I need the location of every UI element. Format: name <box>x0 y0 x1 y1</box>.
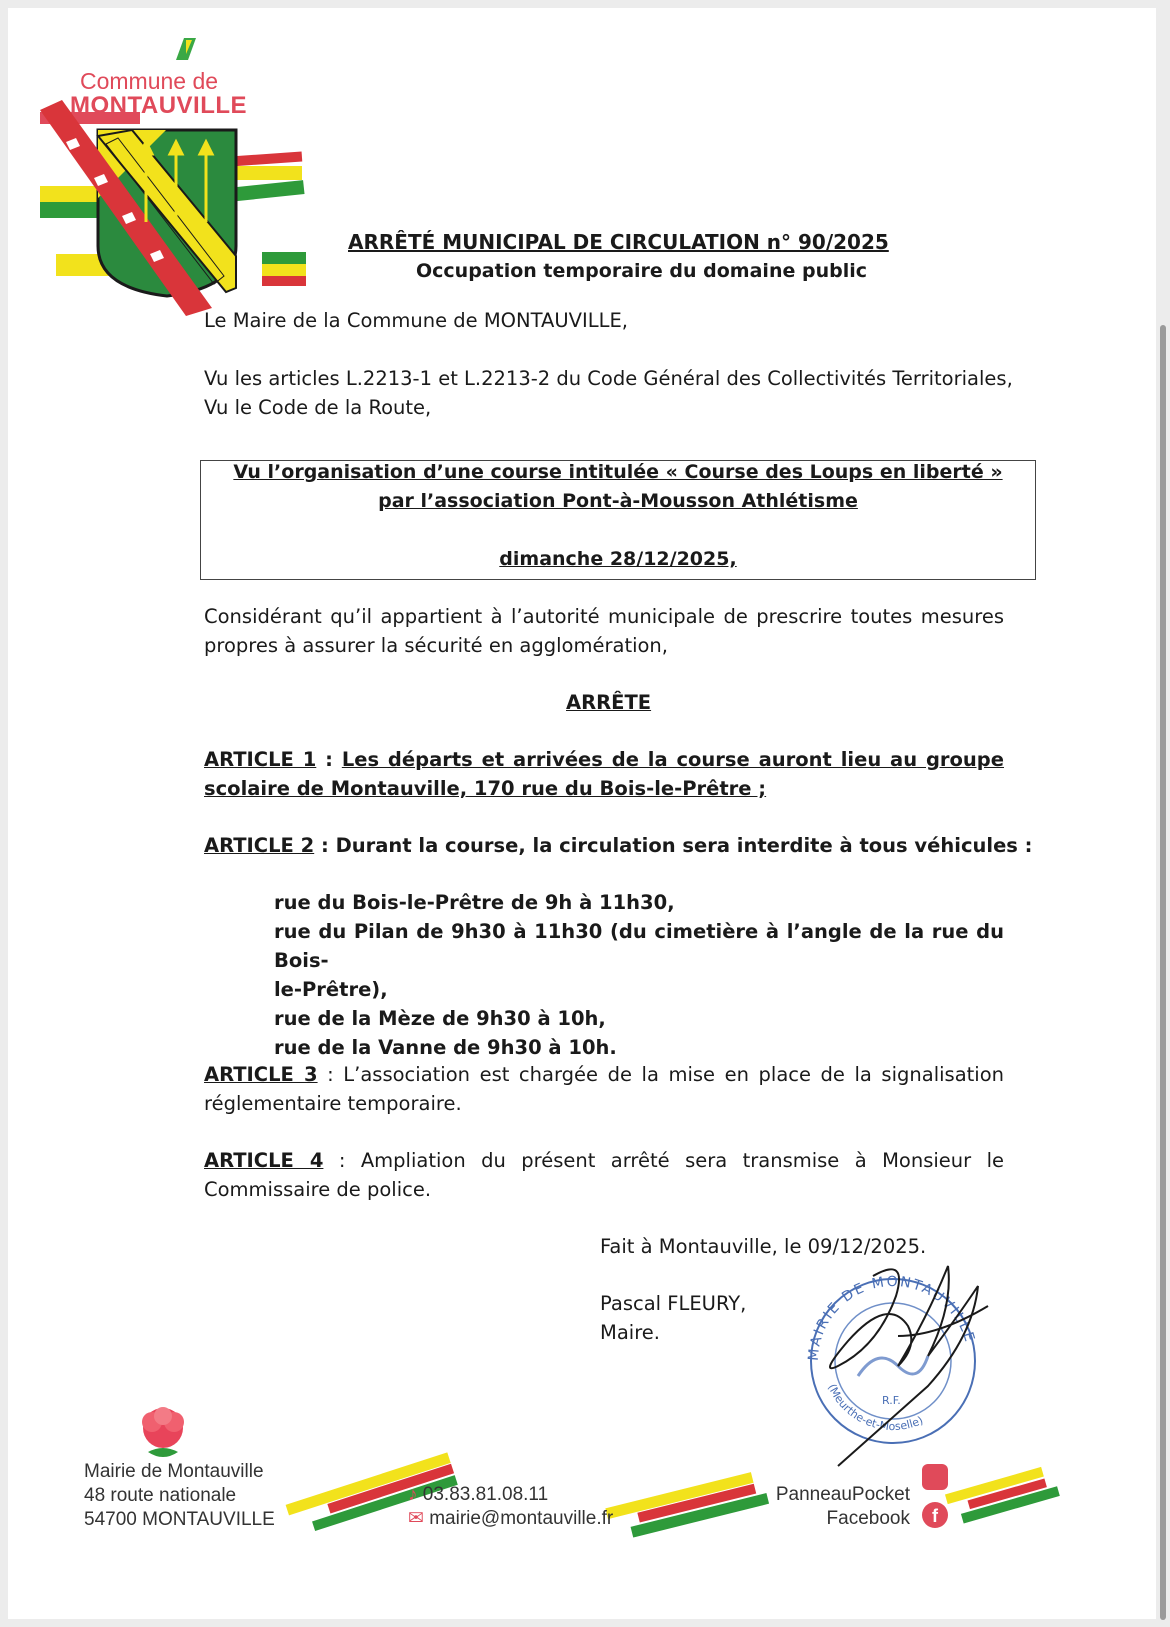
footer-address <box>84 1460 275 1532</box>
event-box <box>200 460 1036 580</box>
street-item: le-Prêtre), <box>274 978 388 1001</box>
page-scrollbar[interactable] <box>1160 325 1166 1620</box>
logo-text-line2: MONTAUVILLE <box>70 92 248 119</box>
article-2-streets <box>274 888 1004 1062</box>
article-4-line2: Commissaire de police. <box>204 1178 432 1201</box>
vu-code-route-line: Vu le Code de la Route, <box>204 396 432 419</box>
article-3-line1: : L’association est chargée de la mise en place de la signalisation <box>327 1063 1004 1086</box>
footer-email[interactable]: mairie@montauville.fr <box>429 1508 614 1529</box>
event-box-line1: Vu l’organisation d’une course intitulée « Course des Loups en liberté » <box>233 461 1003 483</box>
street-item: rue du Bois-le-Prêtre de 9h à 11h30, <box>274 891 675 914</box>
logo-text-line1: Commune de <box>80 68 219 94</box>
footer-address-line3: 54700 MONTAUVILLE <box>84 1509 275 1530</box>
article-1-line1: Les départs et arrivées de la course auront lieu au groupe <box>341 748 1004 771</box>
considerant-line1: Considérant qu’il appartient à l’autorité municipale de prescrire toutes mesures <box>204 605 1004 628</box>
signatory-name: Pascal FLEURY, <box>600 1292 747 1315</box>
article-2-text: : Durant la course, la circulation sera interdite à tous véhicules : <box>321 834 1033 857</box>
footer-panneaupocket[interactable]: PanneauPocket <box>775 1484 910 1505</box>
article-2-label: ARTICLE 2 <box>204 834 315 857</box>
considerant-line2: propres à assurer la sécurité en agglomération, <box>204 634 668 657</box>
footer-address-line1: Mairie de Montauville <box>84 1461 264 1482</box>
vu-articles-line: Vu les articles L.2213-1 et L.2213-2 du Code Général des Collectivités Territoriales, <box>204 367 1013 390</box>
article-3 <box>204 1060 1004 1118</box>
event-box-line2: par l’association Pont-à-Mousson Athlétisme <box>378 490 858 512</box>
street-item: rue de la Mèze de 9h30 à 10h, <box>274 1007 606 1030</box>
stamp-text-top: MAIRIE DE MONTAUVILLE <box>805 1273 978 1362</box>
stamp-rf: R.F. <box>882 1394 901 1407</box>
footer-address-line2: 48 route nationale <box>84 1485 237 1506</box>
arrete-heading: ARRÊTE <box>566 691 652 714</box>
article-3-label: ARTICLE 3 <box>204 1063 318 1086</box>
fait-a-line: Fait à Montauville, le 09/12/2025. <box>600 1235 927 1258</box>
mail-icon: ✉ <box>408 1508 424 1529</box>
article-2 <box>204 831 1032 860</box>
phone-icon: ♪ <box>408 1484 418 1505</box>
article-1-sep: : <box>325 748 333 771</box>
article-3-line2: réglementaire temporaire. <box>204 1092 462 1115</box>
article-1-label: ARTICLE 1 <box>204 748 317 771</box>
document-page <box>8 8 1156 1619</box>
article-4-label: ARTICLE 4 <box>204 1149 324 1172</box>
maire-line: Le Maire de la Commune de MONTAUVILLE, <box>204 309 628 332</box>
street-item: rue de la Vanne de 9h30 à 10h. <box>274 1036 617 1059</box>
svg-text:MAIRIE DE MONTAUVILLE <box>806 1274 978 1361</box>
footer-contact <box>408 1483 613 1531</box>
article-4-line1: : Ampliation du présent arrêté sera transmise à Monsieur le <box>338 1149 1004 1172</box>
event-box-date: dimanche 28/12/2025, <box>499 548 737 570</box>
svg-text:(Meurthe-et-Moselle) <box>825 1382 925 1433</box>
article-1-line2: scolaire de Montauville, 170 rue du Bois-le-Prêtre ; <box>204 777 767 800</box>
street-item: rue du Pilan de 9h30 à 11h30 (du cimetière à l’angle de la rue du Bois- <box>274 920 1004 972</box>
footer-facebook[interactable]: Facebook <box>826 1508 910 1529</box>
article-4 <box>204 1146 1004 1204</box>
article-1 <box>204 745 1004 803</box>
footer-social <box>760 1483 910 1531</box>
document-subtitle: Occupation temporaire du domaine public <box>416 260 867 282</box>
footer-stripes <box>268 1438 1088 1558</box>
document-title: ARRÊTÉ MUNICIPAL DE CIRCULATION n° 90/2025 <box>348 230 889 254</box>
stamp-text-bottom: (Meurthe-et-Moselle) <box>825 1381 926 1434</box>
panneaupocket-icon[interactable] <box>922 1464 948 1490</box>
footer-phone[interactable]: 03.83.81.08.11 <box>422 1484 549 1505</box>
signatory-role: Maire. <box>600 1321 660 1344</box>
facebook-icon[interactable]: f <box>922 1502 948 1528</box>
